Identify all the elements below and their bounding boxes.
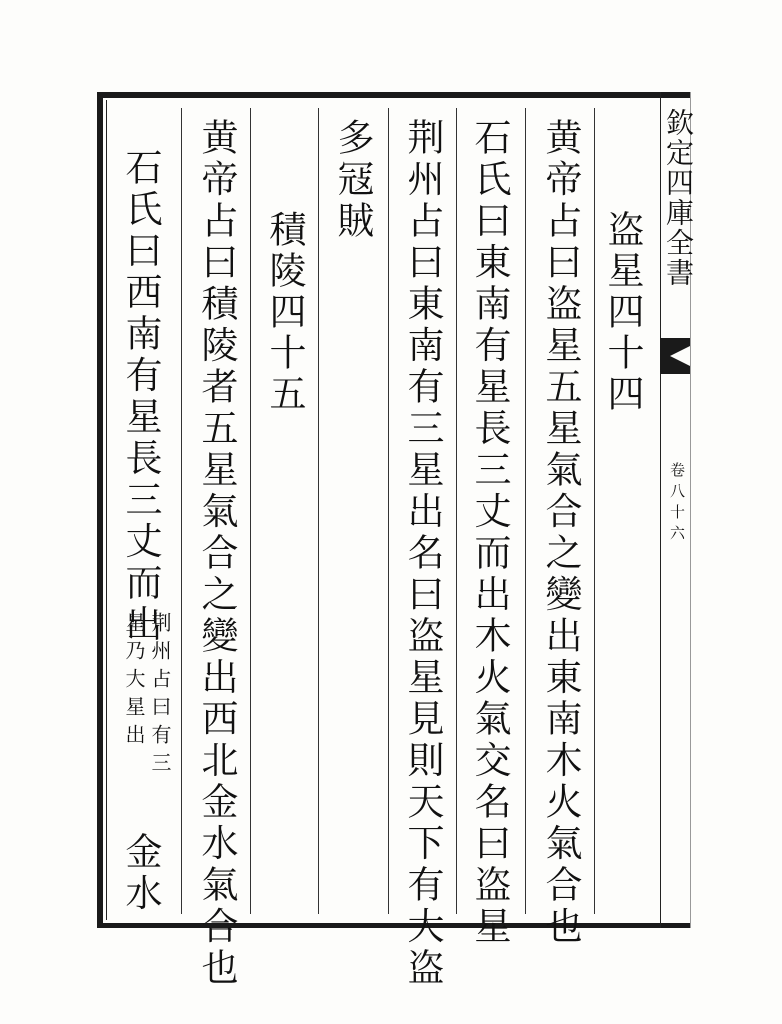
text-column: 多冦賊 bbox=[331, 118, 374, 243]
text-column: 黄帝占曰盗星五星氣合之變出東南木火氣合也 bbox=[539, 118, 582, 948]
volume-label: 卷八十六 bbox=[668, 462, 686, 546]
column-rule bbox=[318, 108, 319, 914]
section-heading: 積陵四十五 bbox=[263, 210, 306, 415]
column-rule bbox=[181, 108, 182, 914]
column-rule bbox=[525, 108, 526, 914]
text-column: 石氏曰東南有星長三丈而出木火氣交名曰盗星 bbox=[468, 118, 511, 948]
margin-rule bbox=[660, 92, 661, 928]
book-title: 欽定四庫全書 bbox=[662, 108, 695, 288]
text-column: 荆州占曰東南有三星出名曰盗星見則天下有大盗 bbox=[401, 118, 444, 990]
column-rule bbox=[456, 108, 457, 914]
annotation-note: 荆州占曰有三 bbox=[148, 612, 172, 780]
section-heading: 盗星四十四 bbox=[601, 210, 644, 415]
fish-tail-mark bbox=[660, 338, 690, 374]
inner-border-line bbox=[106, 100, 107, 920]
text-column: 金水 bbox=[119, 832, 162, 915]
column-rule bbox=[388, 108, 389, 914]
annotation-note: 星乃大星出 bbox=[122, 612, 146, 752]
text-column: 石氏曰西南有星長三丈而出 bbox=[119, 148, 162, 646]
column-rule bbox=[594, 108, 595, 914]
column-rule bbox=[250, 108, 251, 914]
text-column: 黄帝占曰積陵者五星氣合之變出西北金水氣合也 bbox=[195, 118, 238, 990]
